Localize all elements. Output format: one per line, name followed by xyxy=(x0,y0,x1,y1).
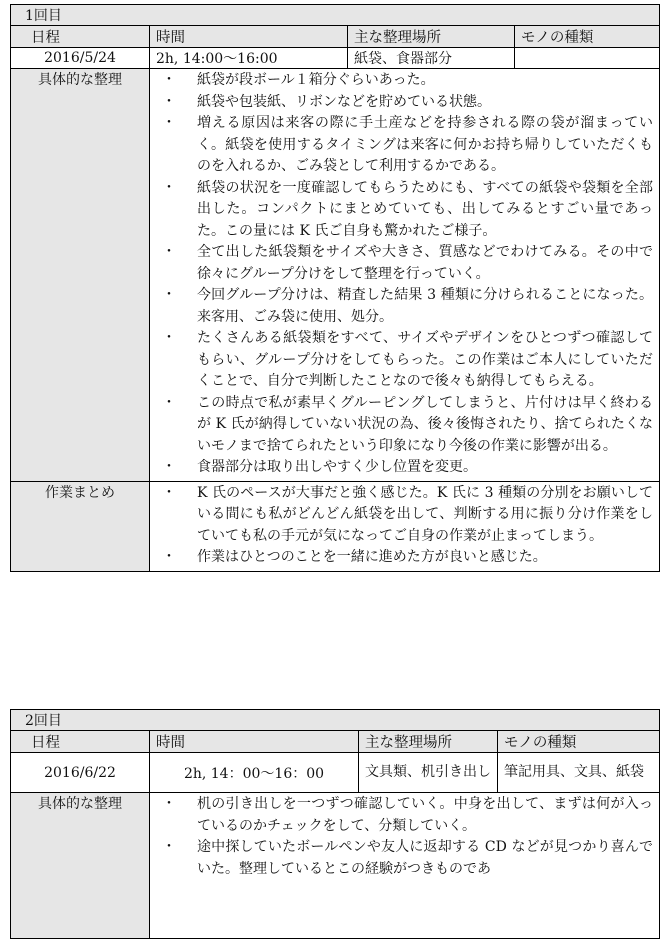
detail-label: 具体的な整理 xyxy=(11,69,150,482)
time-value: 2h, 14:00～16:00 xyxy=(150,48,348,69)
session-title: 1回目 xyxy=(11,5,660,26)
place-header: 主な整理場所 xyxy=(359,731,498,753)
detail-list xyxy=(150,69,660,482)
time-header: 時間 xyxy=(150,26,348,48)
list-item: ・ 今回グループ分けは、精査した結果 3 種類に分けられることになった。来客用、ごみ袋に使用、処分。 xyxy=(156,285,653,328)
place-header: 主な整理場所 xyxy=(348,26,515,48)
list-item: ・ 食器部分は取り出しやすく少し位置を変更。 xyxy=(156,457,653,479)
detail-list xyxy=(150,793,660,939)
detail-label: 具体的な整理 xyxy=(11,793,150,939)
time-value: 2h, 14：00～16：00 xyxy=(150,753,359,793)
summary-label: 作業まとめ xyxy=(11,481,150,571)
session-2-table xyxy=(10,709,660,939)
list-item: ・ この時点で私が素早くグルーピングしてしまうと、片付けは早く終わるが K 氏が納得していない状況の為、後々後悔されたり、捨てられたくないモノまで捨てられたという印象になり今後の作業に影響が出る。 xyxy=(156,393,653,458)
list-item: ・ K 氏のペースが大事だと強く感じた。K 氏に 3 種類の分別をお願いしている間にも私がどんどん紙袋を出して、判断する用に振り分け作業をしていても私の手元が気になってご自身の作業が止まってしまう。 xyxy=(156,483,653,548)
kind-value xyxy=(515,48,660,69)
place-value: 紙袋、食器部分 xyxy=(348,48,515,69)
list-item: ・ たくさんある紙袋類をすべて、サイズやデザインをひとつずつ確認してもらい、グループ分けをしてもらった。この作業はご本人にしていただくことで、自分で判断したことなので後々も納得してもらえる。 xyxy=(156,328,653,393)
date-header: 日程 xyxy=(11,26,150,48)
list-item: ・ 紙袋や包装紙、リボンなどを貯めている状態。 xyxy=(156,92,653,114)
kind-header: モノの種類 xyxy=(498,731,660,753)
session-1-table xyxy=(10,4,660,572)
list-item: ・ 全て出した紙袋類をサイズや大きさ、質感などでわけてみる。その中で徐々にグループ分けをして整理を行っていく。 xyxy=(156,242,653,285)
list-item: ・ 作業はひとつのことを一緒に進めた方が良いと感じた。 xyxy=(156,547,653,569)
list-item: ・ 紙袋の状況を一度確認してもらうためにも、すべての紙袋や袋類を全部出した。コンパクトにまとめていても、出してみるとすごい量であった。この量には K 氏ご自身も驚かれたご様子。 xyxy=(156,178,653,243)
summary-list xyxy=(150,481,660,571)
time-header: 時間 xyxy=(150,731,359,753)
date-header: 日程 xyxy=(11,731,150,753)
kind-value: 筆記用具、文具、紙袋 xyxy=(498,753,660,793)
session-title: 2回目 xyxy=(11,710,660,731)
place-value: 文具類、机引き出し xyxy=(359,753,498,793)
date-value: 2016/5/24 xyxy=(11,48,150,69)
list-item: ・ 机の引き出しを一つずつ確認していく。中身を出して、まずは何が入っているのかチェックをして、分類していく。 xyxy=(156,794,653,837)
list-item: ・ 途中探していたボールペンや友人に返却する CD などが見つかり喜んでいた。整理しているとこの経験がつきものであ xyxy=(156,837,653,880)
list-item: ・ 増える原因は来客の際に手土産などを持参される際の袋が溜まっていく。紙袋を使用するタイミングは来客に何かお持ち帰りしていただくものを入れるか、ごみ袋として利用するかである。 xyxy=(156,113,653,178)
list-item: ・ 紙袋が段ボール１箱分ぐらいあった。 xyxy=(156,70,653,92)
date-value: 2016/6/22 xyxy=(11,753,150,793)
kind-header: モノの種類 xyxy=(515,26,660,48)
